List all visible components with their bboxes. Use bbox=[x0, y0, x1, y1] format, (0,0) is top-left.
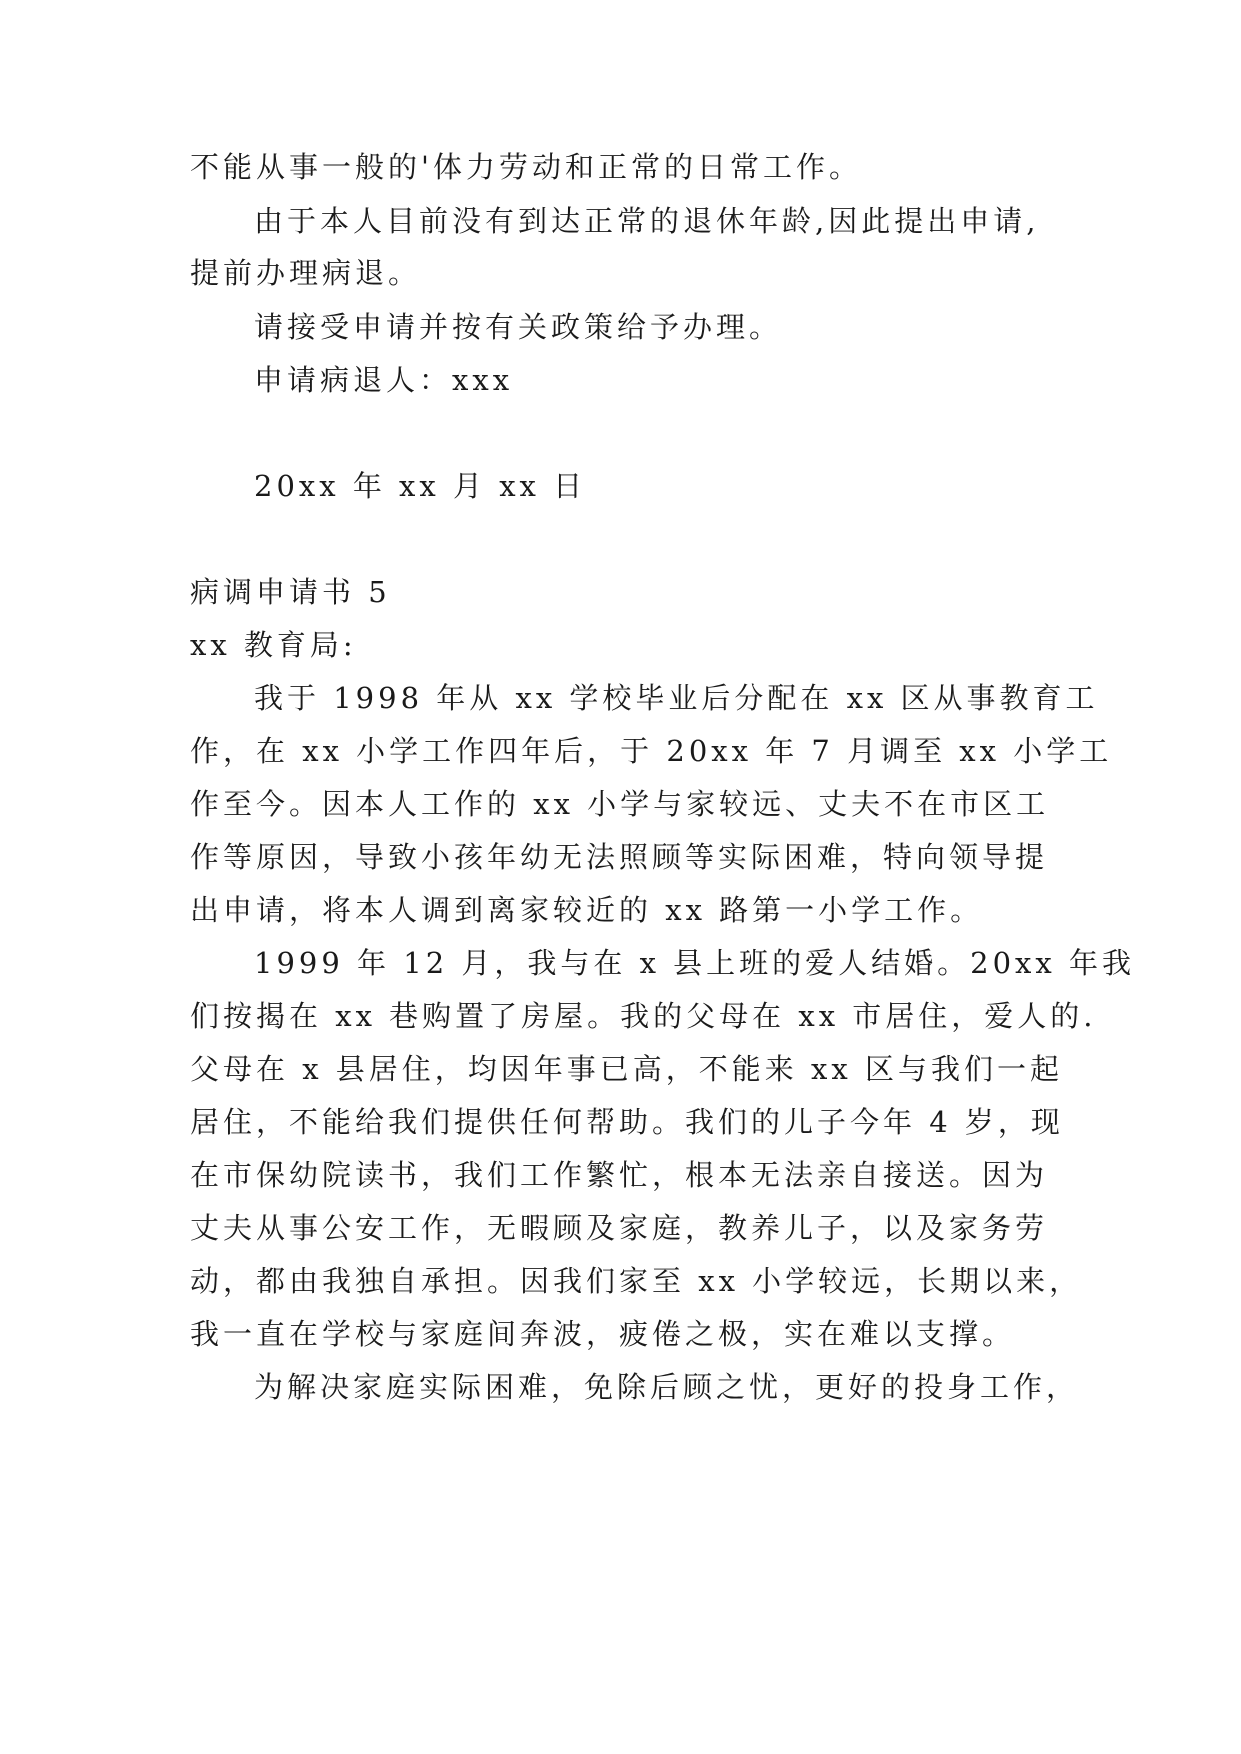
text-line: 们按揭在 xx 巷购置了房屋。我的父母在 xx 市居住，爱人的. bbox=[190, 999, 1097, 1033]
text-line: 居住，不能给我们提供任何帮助。我们的儿子今年 4 岁，现 bbox=[190, 1105, 1064, 1139]
date-line: 20xx 年 xx 月 xx 日 bbox=[254, 469, 587, 503]
text-line: 作，在 xx 小学工作四年后，于 20xx 年 7 月调至 xx 小学工 bbox=[190, 734, 1113, 768]
text-line: 1999 年 12 月，我与在 x 县上班的爱人结婚。20xx 年我 bbox=[254, 946, 1135, 980]
text-line: 丈夫从事公安工作，无暇顾及家庭，教养儿子，以及家务劳 bbox=[190, 1211, 1049, 1245]
text-line: 出申请，将本人调到离家较近的 xx 路第一小学工作。 bbox=[190, 893, 984, 927]
text-line: 我于 1998 年从 xx 学校毕业后分配在 xx 区从事教育工 bbox=[254, 681, 1099, 715]
section-title: 病调申请书 5 bbox=[190, 575, 391, 609]
signature-line: 申请病退人：xxx bbox=[254, 363, 514, 397]
text-line: 提前办理病退。 bbox=[190, 256, 422, 290]
recipient-line: xx 教育局: bbox=[190, 628, 357, 662]
text-line: 父母在 x 县居住，均因年事已高，不能来 xx 区与我们一起 bbox=[190, 1052, 1063, 1086]
text-line: 为解决家庭实际困难，免除后顾之忧，更好的投身工作， bbox=[254, 1370, 1080, 1404]
text-line: 作等原因，导致小孩年幼无法照顾等实际困难，特向领导提 bbox=[190, 840, 1049, 874]
text-line: 请接受申请并按有关政策给予办理。 bbox=[254, 310, 783, 344]
text-line: 不能从事一般的'体力劳动和正常的日常工作。 bbox=[190, 150, 862, 184]
text-line: 由于本人目前没有到达正常的退休年龄,因此提出申请, bbox=[254, 204, 1040, 238]
text-line: 动，都由我独自承担。因我们家至 xx 小学较远，长期以来， bbox=[190, 1264, 1083, 1298]
text-line: 作至今。因本人工作的 xx 小学与家较远、丈夫不在市区工 bbox=[190, 787, 1050, 821]
text-line: 我一直在学校与家庭间奔波，疲倦之极，实在难以支撑。 bbox=[190, 1317, 1016, 1351]
text-line: 在市保幼院读书，我们工作繁忙，根本无法亲自接送。因为 bbox=[190, 1158, 1049, 1192]
